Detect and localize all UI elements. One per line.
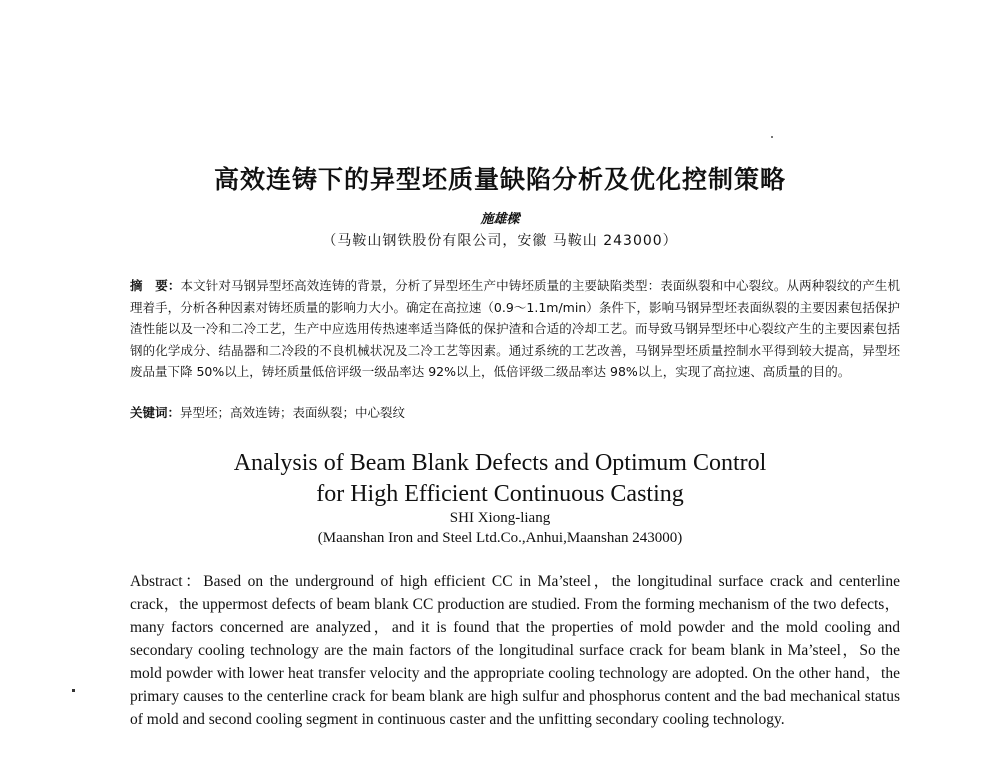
chinese-affiliation: （马鞍山钢铁股份有限公司，安徽 马鞍山 243000） <box>322 233 678 249</box>
chinese-abstract <box>130 275 900 383</box>
chinese-author: 施雄樑 <box>480 212 520 227</box>
english-title-line-1: Analysis of Beam Blank Defects and Optimum Control <box>233 450 767 476</box>
scan-speck <box>771 136 773 138</box>
english-affiliation: (Maanshan Iron and Steel Ltd.Co.,Anhui,Maanshan 243000) <box>317 530 683 546</box>
chinese-keywords-label: 关键词： <box>130 405 181 420</box>
chinese-title: 高效连铸下的异型坯质量缺陷分析及优化控制策略 <box>213 165 786 194</box>
english-abstract <box>130 570 900 731</box>
chinese-abstract-label: 摘 要： <box>130 278 181 293</box>
scan-speck <box>72 689 75 692</box>
english-abstract-text: Based on the underground of high efficient CC in Ma’steel，the longitudinal surface crack and centerline crack，the uppermost defects of beam blank CC production are studied. From the forming mechanism of the two defects，many factors concerned are analyzed，and it is found that the properties of mold powder and the mold cooling and secondary cooling technology are the main factors of the longitudinal surface crack for beam blank in Ma’steel，So the mold powder with lower heat transfer velocity and the appropriate cooling technology are adopted. On the other hand，the primary causes to the centerline crack for beam blank are high sulfur and phosphorus content and the bad mechanical status of mold and second cooling segment in continuous caster and the unfitting secondary cooling technology. <box>130 573 900 728</box>
english-title <box>0 448 1000 510</box>
english-abstract-label: Abstract： <box>130 573 204 590</box>
english-author: SHI Xiong-liang <box>449 510 551 526</box>
chinese-abstract-text: 本文针对马钢异型坯高效连铸的背景，分析了异型坯生产中铸坯质量的主要缺陷类型：表面纵裂和中心裂纹。从两种裂纹的产生机理着手，分析各种因素对铸坯质量的影响力大小。确定在高拉速（0.9～1.1m/min）条件下，影响马钢异型坯表面纵裂的主要因素包括保护渣性能以及一冷和二冷工艺，生产中应选用传热速率适当降低的保护渣和合适的冷却工艺。而导致马钢异型坯中心裂纹产生的主要因素包括钢的化学成分、结晶器和二冷段的不良机械状况及二冷工艺等因素。通过系统的工艺改善，马钢异型坯质量控制水平得到较大提高，异型坯废品量下降 50%以上，铸坯质量低倍评级一级品率达 92%以上，低倍评级二级品率达 98%以上，实现了高拉速、高质量的目的。 <box>130 278 900 379</box>
english-title-line-2: for High Efficient Continuous Casting <box>316 481 684 507</box>
chinese-keywords <box>130 403 900 423</box>
chinese-keywords-text: 异型坯；高效连铸；表面纵裂；中心裂纹 <box>180 405 406 420</box>
